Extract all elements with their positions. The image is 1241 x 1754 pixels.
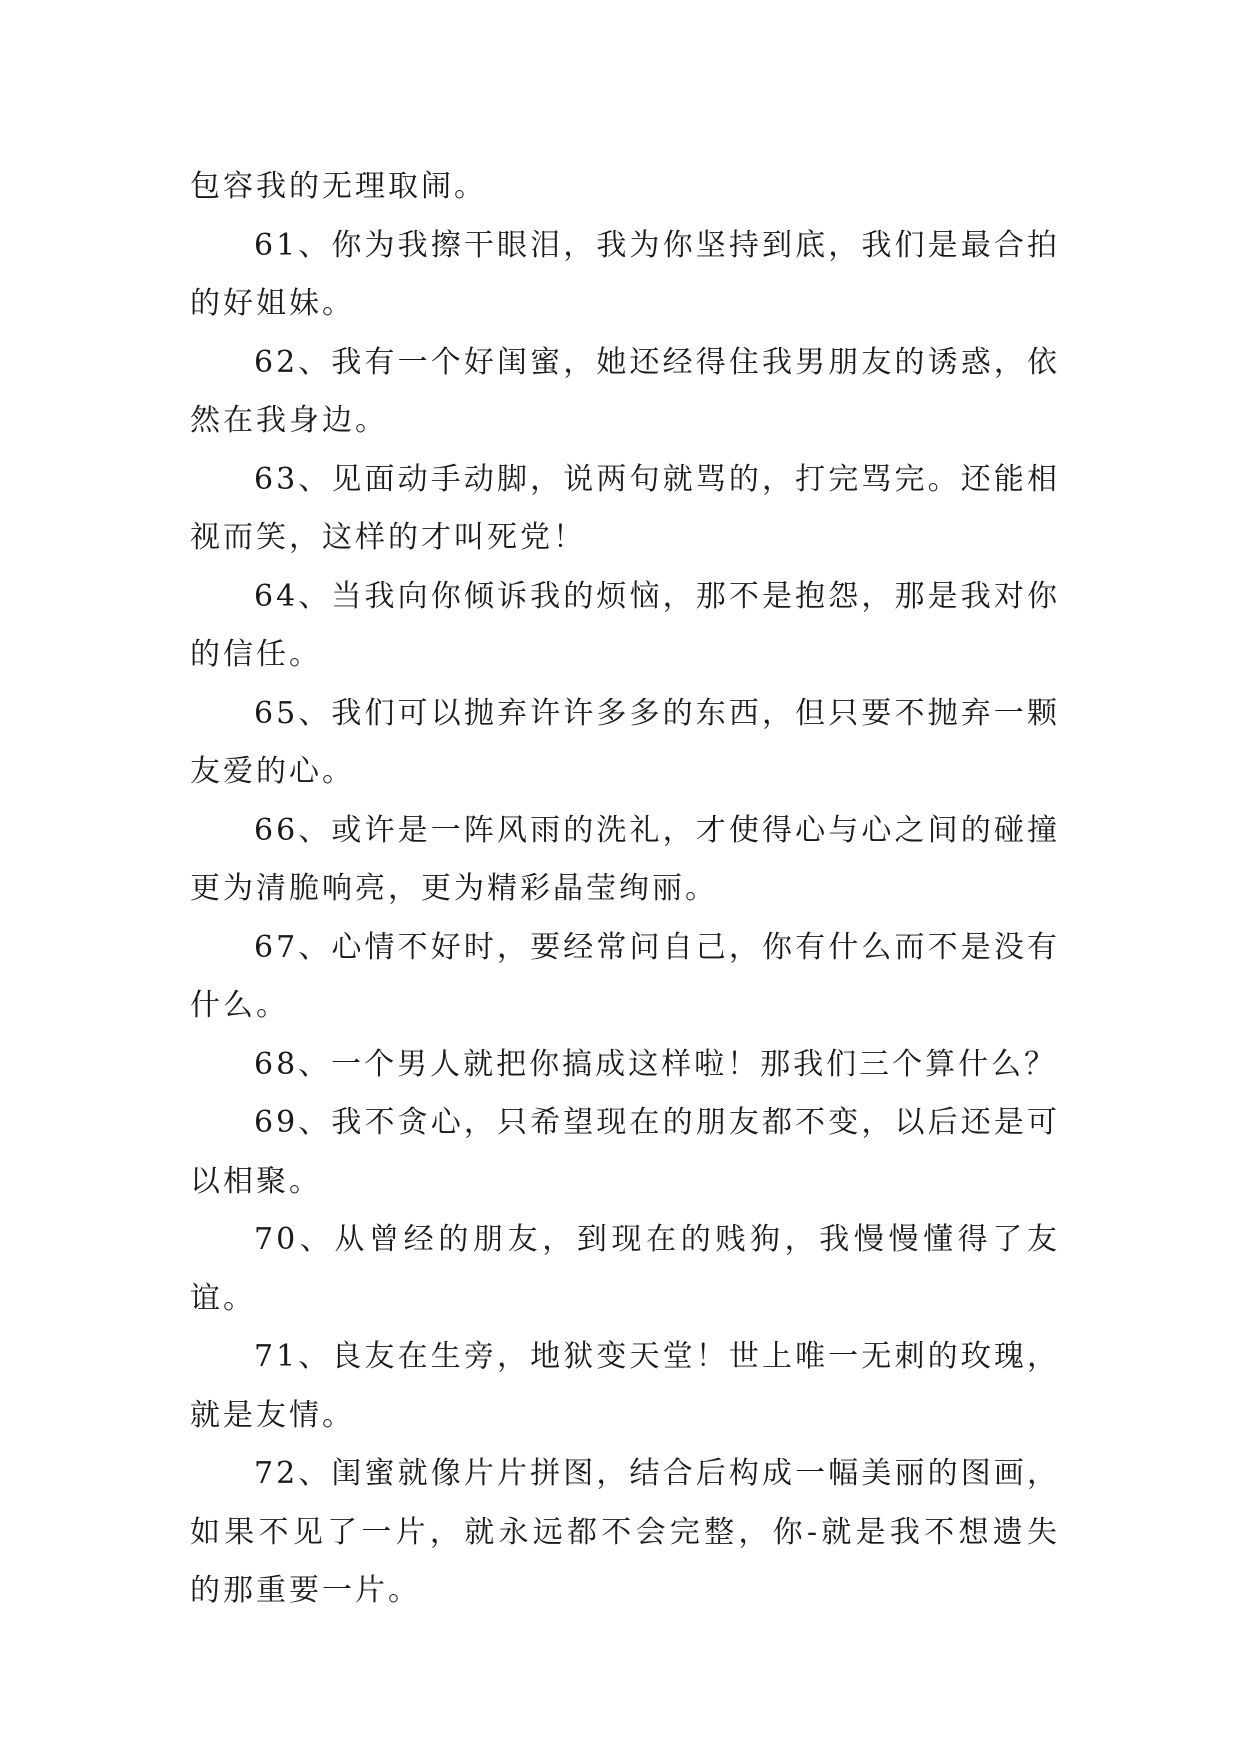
document-body [190, 158, 1060, 1621]
paragraph-item-71: 71、良友在生旁，地狱变天堂！世上唯一无刺的玫瑰，就是友情。 [190, 1339, 1060, 1433]
paragraph-item-69: 69、我不贪心，只希望现在的朋友都不变，以后还是可以相聚。 [190, 1105, 1060, 1199]
paragraph-item-67: 67、心情不好时，要经常问自己，你有什么而不是没有什么。 [190, 929, 1060, 1023]
paragraph-item-72: 72、闺蜜就像片片拼图，结合后构成一幅美丽的图画，如果不见了一片，就永远都不会完整，你-就是我不想遗失的那重要一片。 [190, 1456, 1060, 1608]
paragraph-item-65: 65、我们可以抛弃许许多多的东西，但只要不抛弃一颗友爱的心。 [190, 695, 1060, 789]
paragraph-item-62: 62、我有一个好闺蜜，她还经得住我男朋友的诱惑，依然在我身边。 [190, 344, 1060, 438]
paragraph-item-68: 68、一个男人就把你搞成这样啦！那我们三个算什么？ [254, 1046, 1058, 1082]
paragraph-item-61: 61、你为我擦干眼泪，我为你坚持到底，我们是最合拍的好姐妹。 [190, 227, 1060, 321]
paragraph-continuation: 包容我的无理取闹。 [190, 169, 487, 204]
paragraph-item-70: 70、从曾经的朋友，到现在的贱狗，我慢慢懂得了友谊。 [190, 1222, 1060, 1316]
paragraph-item-64: 64、当我向你倾诉我的烦恼，那不是抱怨，那是我对你的信任。 [190, 578, 1060, 672]
paragraph-item-63: 63、见面动手动脚，说两句就骂的，打完骂完。还能相视而笑，这样的才叫死党！ [190, 461, 1060, 555]
paragraph-item-66: 66、或许是一阵风雨的洗礼，才使得心与心之间的碰撞更为清脆响亮，更为精彩晶莹绚丽。 [190, 812, 1060, 906]
